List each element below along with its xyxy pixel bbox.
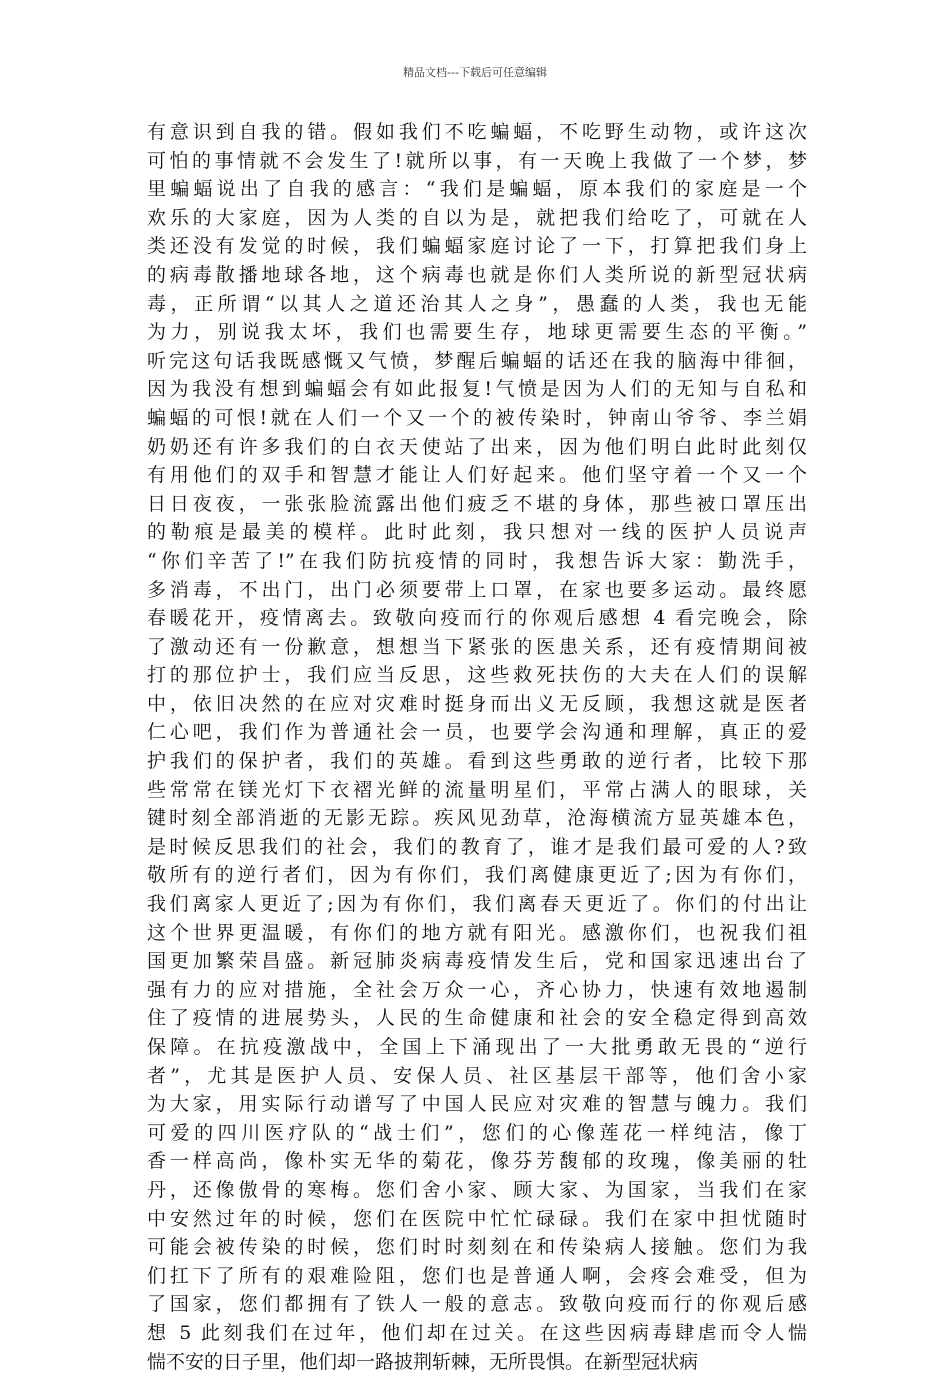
text-line: 毒，正所谓“以其人之道还治其人之身”，愚蠢的人类，我也无能 xyxy=(147,292,807,315)
text-line: 了国家，您们都拥有了铁人一般的意志。致敬向疫而行的你观后感 xyxy=(147,1293,807,1316)
text-line: 中安然过年的时候，您们在医院中忙忙碌碌。我们在家中担忧随时 xyxy=(147,1207,807,1230)
text-line: 香一样高尚，像朴实无华的菊花，像芬芳馥郁的玫瑰，像美丽的牡 xyxy=(147,1150,807,1173)
text-line: 有用他们的双手和智慧才能让人们好起来。他们坚守着一个又一个 xyxy=(147,464,807,487)
text-line: 里蝙蝠说出了自我的感言：“我们是蝙蝠，原本我们的家庭是一个 xyxy=(147,178,807,201)
text-line: “你们辛苦了!”在我们防抗疫情的同时，我想告诉大家：勤洗手， xyxy=(147,549,807,572)
text-line: 有意识到自我的错。假如我们不吃蝙蝠，不吃野生动物，或许这次 xyxy=(147,121,807,143)
text-line: 中，依旧决然的在应对灾难时挺身而出义无反顾，我想这就是医者 xyxy=(147,692,807,715)
text-line: 多消毒，不出门，出门必须要带上口罩，在家也要多运动。最终愿 xyxy=(147,578,807,601)
document-body xyxy=(147,118,807,1376)
text-line: 奶奶还有许多我们的白衣天使站了出来，因为他们明白此时此刻仅 xyxy=(147,435,807,458)
text-line: 春暖花开，疫情离去。致敬向疫而行的你观后感想 4 看完晚会，除 xyxy=(147,607,807,630)
text-line: 为大家，用实际行动谱写了中国人民应对灾难的智慧与魄力。我们 xyxy=(147,1093,807,1116)
text-line: 是时候反思我们的社会，我们的教育了，谁才是我们最可爱的人?致 xyxy=(147,835,807,858)
text-line: 国更加繁荣昌盛。新冠肺炎病毒疫情发生后，党和国家迅速出台了 xyxy=(147,950,807,973)
text-line: 者”，尤其是医护人员、安保人员、社区基层干部等，他们舍小家 xyxy=(147,1064,807,1087)
text-line: 欢乐的大家庭，因为人类的自以为是，就把我们给吃了，可就在人 xyxy=(147,206,807,229)
text-line: 们扛下了所有的艰难险阻，您们也是普通人啊，会疼会难受，但为 xyxy=(147,1264,807,1287)
text-line: 可爱的四川医疗队的“战士们”，您们的心像莲花一样纯洁，像丁 xyxy=(147,1121,807,1144)
text-line: 听完这句话我既感慨又气愤，梦醒后蝙蝠的话还在我的脑海中徘徊， xyxy=(147,349,807,372)
text-line: 蝙蝠的可恨!就在人们一个又一个的被传染时，钟南山爷爷、李兰娟 xyxy=(147,406,807,429)
page-header: 精品文档---下载后可任意编辑 xyxy=(403,66,547,79)
text-line: 日日夜夜，一张张脸流露出他们疲乏不堪的身体，那些被口罩压出 xyxy=(147,492,807,515)
text-line: 我们离家人更近了;因为有你们，我们离春天更近了。你们的付出让 xyxy=(147,893,807,916)
text-line: 强有力的应对措施，全社会万众一心，齐心协力，快速有效地遏制 xyxy=(147,978,807,1001)
text-line: 这个世界更温暖，有你们的地方就有阳光。感激你们，也祝我们祖 xyxy=(147,921,807,944)
text-line: 保障。在抗疫激战中，全国上下涌现出了一大批勇敢无畏的“逆行 xyxy=(147,1036,807,1058)
text-line: 些常常在镁光灯下衣褶光鲜的流量明星们，平常占满人的眼球，关 xyxy=(147,778,807,801)
text-line: 敬所有的逆行者们，因为有你们，我们离健康更近了;因为有你们， xyxy=(147,864,807,887)
text-line: 的病毒散播地球各地，这个病毒也就是你们人类所说的新型冠状病 xyxy=(147,263,807,286)
text-line: 护我们的保护者，我们的英雄。看到这些勇敢的逆行者，比较下那 xyxy=(147,750,807,773)
text-line: 仁心吧，我们作为普通社会一员，也要学会沟通和理解，真正的爱 xyxy=(147,721,807,744)
text-line: 住了疫情的进展势头，人民的生命健康和社会的安全稳定得到高效 xyxy=(147,1007,807,1030)
text-line: 想 5 此刻我们在过年，他们却在过关。在这些因病毒肆虐而令人惴 xyxy=(147,1321,807,1344)
text-line: 键时刻全部消逝的无影无踪。疾风见劲草，沧海横流方显英雄本色， xyxy=(147,807,807,830)
text-line: 可能会被传染的时候，您们时时刻刻在和传染病人接触。您们为我 xyxy=(147,1236,807,1259)
text-line: 可怕的事情就不会发生了!就所以事，有一天晚上我做了一个梦，梦 xyxy=(147,149,807,172)
text-line: 打的那位护士，我们应当反思，这些救死扶伤的大夫在人们的误解 xyxy=(147,664,807,687)
text-line: 因为我没有想到蝙蝠会有如此报复!气愤是因为人们的无知与自私和 xyxy=(147,378,807,401)
text-line: 的勒痕是最美的模样。此时此刻，我只想对一线的医护人员说声 xyxy=(147,521,807,544)
text-line: 了激动还有一份歉意，想想当下紧张的医患关系，还有疫情期间被 xyxy=(147,635,807,658)
text-line: 丹，还像傲骨的寒梅。您们舍小家、顾大家、为国家，当我们在家 xyxy=(147,1178,807,1201)
text-line: 类还没有发觉的时候，我们蝙蝠家庭讨论了一下，打算把我们身上 xyxy=(147,235,807,258)
text-line: 为力，别说我太坏，我们也需要生存，地球更需要生态的平衡。” xyxy=(147,321,807,344)
text-line: 惴不安的日子里，他们却一路披荆斩棘，无所畏惧。在新型冠状病 xyxy=(147,1350,699,1373)
